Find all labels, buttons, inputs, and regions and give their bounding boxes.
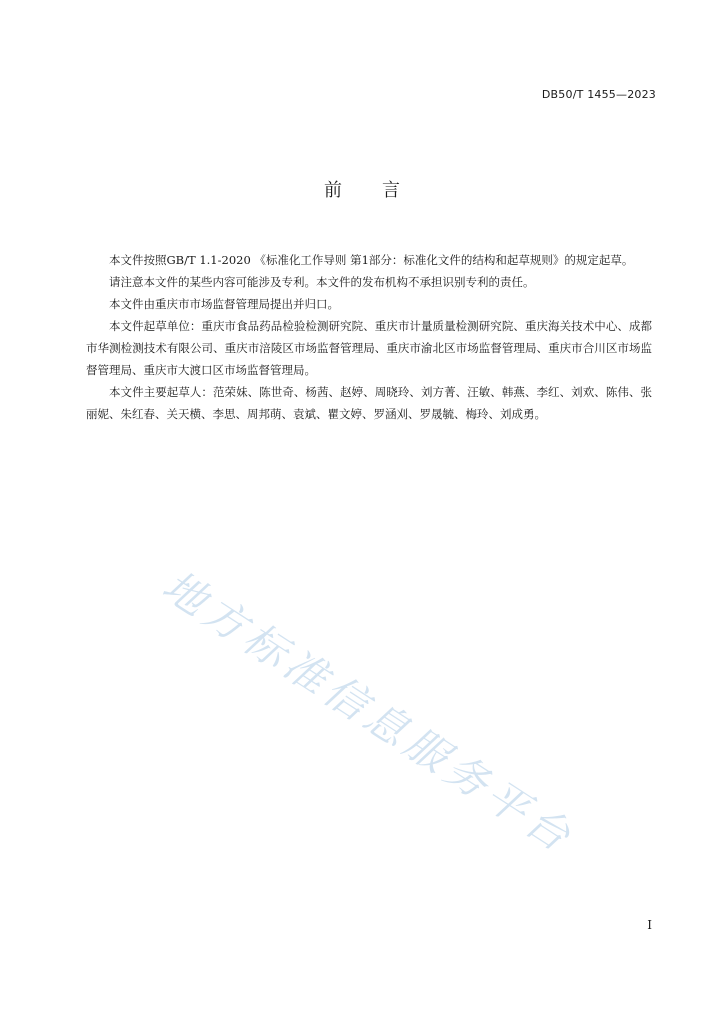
page-number: I bbox=[647, 918, 652, 932]
paragraph-drafting-units: 本文件起草单位：重庆市食品药品检验检测研究院、重庆市计量质量检测研究院、重庆海关技术中心、成都市华测检测技术有限公司、重庆市涪陵区市场监督管理局、重庆市渝北区市场监督管理局、重庆市合川区市场监督管理局、重庆市大渡口区市场监督管理局。 bbox=[86, 319, 652, 377]
watermark: 地方标准信息服务平台 bbox=[154, 560, 584, 864]
page-title: 前言 bbox=[324, 180, 440, 201]
paragraph-patent-notice: 请注意本文件的某些内容可能涉及专利。本文件的发布机构不承担识别专利的责任。 bbox=[109, 275, 535, 289]
paragraph-drafters: 本文件主要起草人：范荣妹、陈世奇、杨茜、赵婷、周晓玲、刘方菁、汪敏、韩燕、李红、刘欢、陈伟、张丽妮、朱红春、关天横、李思、周邦萌、袁斌、瞿文婷、罗涵刈、罗晟毓、梅玲、刘成勇。 bbox=[86, 385, 652, 421]
foreword-body bbox=[86, 249, 652, 425]
paragraph-proposer: 本文件由重庆市市场监督管理局提出并归口。 bbox=[109, 297, 339, 311]
paragraph-drafting-rules: 本文件按照GB/T 1.1-2020 《标准化工作导则 第1部分：标准化文件的结构和起草规则》的规定起草。 bbox=[109, 253, 634, 267]
document-code: DB50/T 1455—2023 bbox=[541, 88, 656, 101]
